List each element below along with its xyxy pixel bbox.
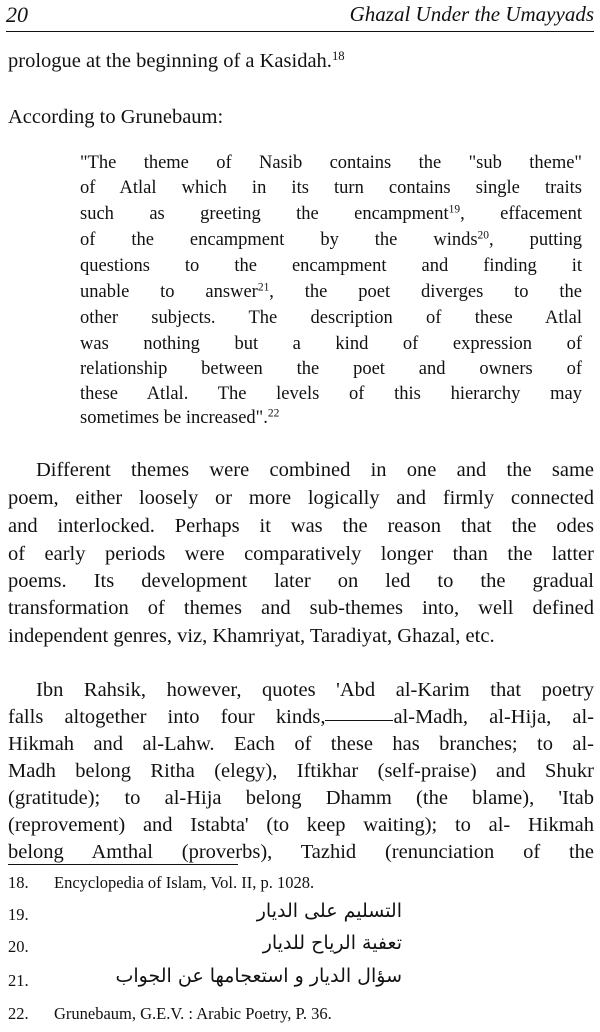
quote-line: sometimes be increased".$^{22}$ [80,407,280,428]
footnote-rule [8,864,238,865]
body-line: of early periods were comparatively longer than the latter [8,543,594,565]
header-rule [6,31,594,32]
quote-line: relationship between the poet and owners of [80,359,582,379]
page-header [6,2,594,30]
body-line: poem, either loosely or more logically and firmly connected [8,487,594,509]
footnote-ref: 21 [257,281,270,294]
body-line: prologue at the beginning of a Kasidah.$^{18}$ [8,49,345,72]
footnote-arabic-text: تعفية الرياح للديار [262,932,402,954]
footnote-ref: 19 [448,203,461,216]
body-line: Ibn Rahsik, however, quotes 'Abd al-Karim that poetry [36,679,594,701]
body-line: Madh belong Ritha (elegy), Iftikhar (self-praise) and Shukr [8,760,594,782]
body-line: (gratitude); to al-Hija belong Dhamm (the blame), 'Itab [8,787,594,809]
body-line: independent genres, viz, Khamriyat, Taradiyat, Ghazal, etc. [8,625,495,647]
quote-line: of the encampment by the winds$^{20}$, putting [80,229,583,250]
running-head: Ghazal Under the Umayyads [349,2,594,26]
footnote: 20. [8,937,29,956]
footnote: 18. Encyclopedia of Islam, Vol. II, p. 1028. [8,873,315,892]
body-line: (reprovement) and Istabta' (to keep waiting); to al- Hikmah [8,814,594,836]
body-line: Different themes were combined in one and the same [36,459,594,481]
quote-line: such as greeting the encampment$^{19}$, effacement [80,203,582,224]
quote-line: of Atlal which in its turn contains single traits [80,178,582,198]
body-line: Hikmah and al-Lahw. Each of these has branches; to al- [8,733,594,755]
body-line: falls altogether into four kinds, al-Madh, al-Hija, al- [8,706,594,728]
blank-rule [325,720,393,721]
page-number: 20 [6,2,28,27]
footnote-ref: 20 [477,229,490,242]
quote-attribution: According to Grunebaum: [8,106,224,128]
footnote-ref: 22 [267,407,280,420]
quote-line: unable to answer$^{21}$, the poet diverges to the [80,281,582,302]
body-line: poems. Its development later on led to the gradual [8,570,594,592]
footnote-ref: 18 [331,49,345,64]
footnote: 21. [8,971,29,990]
quote-line: was nothing but a kind of expression of [80,334,582,354]
body-line: transformation of themes and sub-themes into, well defined [8,597,594,619]
quote-line: questions to the encampment and finding it [80,256,582,276]
body-line: and interlocked. Perhaps it was the reason that the odes [8,515,594,537]
footnote: 22. Grunebaum, G.E.V. : Arabic Poetry, P. 36. [8,1004,332,1023]
footnote: 19. [8,905,29,924]
footnote-arabic-text: سؤال الديار و استعجامها عن الجواب [115,965,402,987]
quote-line: "The theme of Nasib contains the "sub theme" [80,153,582,173]
quote-line: other subjects. The description of these Atlal [80,308,582,328]
footnote-arabic-text: التسليم على الديار [256,900,402,922]
body-line: belong Amthal (proverbs), Tazhid (renunciation of the [8,841,594,863]
quote-line: these Atlal. The levels of this hierarchy may [80,384,582,404]
